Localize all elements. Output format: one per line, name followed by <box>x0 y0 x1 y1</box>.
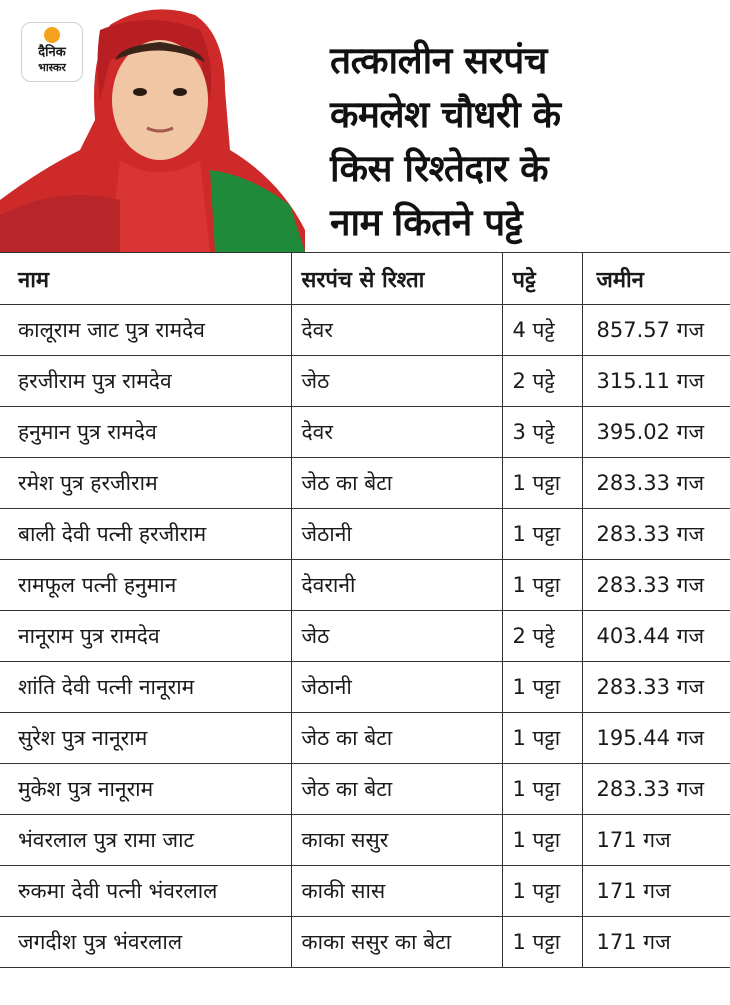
cell-relation: जेठानी <box>291 509 502 560</box>
cell-relation: काकी सास <box>291 866 502 917</box>
cell-name: शांति देवी पत्नी नानूराम <box>0 662 291 713</box>
cell-relation: जेठ का बेटा <box>291 713 502 764</box>
table-row <box>0 305 730 356</box>
cell-land: 171 गज <box>582 917 730 968</box>
cell-land: 171 गज <box>582 815 730 866</box>
table-header-row <box>0 253 730 305</box>
cell-pattas: 1 पट्टा <box>502 917 582 968</box>
headline-line: किस रिश्तेदार के <box>330 147 549 190</box>
cell-relation: काका ससुर का बेटा <box>291 917 502 968</box>
cell-pattas: 1 पट्टा <box>502 662 582 713</box>
cell-pattas: 1 पट्टा <box>502 509 582 560</box>
cell-pattas: 1 पट्टा <box>502 866 582 917</box>
header-relation: सरपंच से रिश्ता <box>291 253 502 305</box>
header <box>0 0 730 252</box>
cell-land: 403.44 गज <box>582 611 730 662</box>
cell-name: भंवरलाल पुत्र रामा जाट <box>0 815 291 866</box>
sun-icon <box>44 27 60 43</box>
cell-relation: जेठ <box>291 356 502 407</box>
cell-pattas: 1 पट्टा <box>502 815 582 866</box>
cell-pattas: 2 पट्टे <box>502 611 582 662</box>
table-row <box>0 560 730 611</box>
cell-pattas: 4 पट्टे <box>502 305 582 356</box>
cell-relation: देवर <box>291 305 502 356</box>
brand-logo <box>21 22 83 82</box>
header-name: नाम <box>0 253 291 305</box>
cell-pattas: 3 पट्टे <box>502 407 582 458</box>
cell-land: 283.33 गज <box>582 662 730 713</box>
cell-relation: जेठ का बेटा <box>291 458 502 509</box>
headline-line: तत्कालीन सरपंच <box>330 39 547 82</box>
header-land: जमीन <box>582 253 730 305</box>
cell-land: 395.02 गज <box>582 407 730 458</box>
headline <box>330 34 725 250</box>
brand-line1: दैनिक <box>38 45 66 60</box>
cell-land: 171 गज <box>582 866 730 917</box>
cell-name: कालूराम जाट पुत्र रामदेव <box>0 305 291 356</box>
cell-relation: जेठानी <box>291 662 502 713</box>
table-row <box>0 509 730 560</box>
cell-relation: जेठ <box>291 611 502 662</box>
cell-pattas: 1 पट्टा <box>502 713 582 764</box>
table-row <box>0 407 730 458</box>
relatives-table <box>0 252 730 968</box>
cell-land: 857.57 गज <box>582 305 730 356</box>
cell-pattas: 1 पट्टा <box>502 764 582 815</box>
cell-land: 195.44 गज <box>582 713 730 764</box>
table-row <box>0 866 730 917</box>
cell-name: रमेश पुत्र हरजीराम <box>0 458 291 509</box>
cell-relation: जेठ का बेटा <box>291 764 502 815</box>
table-row <box>0 611 730 662</box>
table-row <box>0 713 730 764</box>
cell-name: हनुमान पुत्र रामदेव <box>0 407 291 458</box>
cell-land: 315.11 गज <box>582 356 730 407</box>
cell-pattas: 1 पट्टा <box>502 458 582 509</box>
cell-land: 283.33 गज <box>582 509 730 560</box>
cell-pattas: 1 पट्टा <box>502 560 582 611</box>
cell-relation: काका ससुर <box>291 815 502 866</box>
cell-name: जगदीश पुत्र भंवरलाल <box>0 917 291 968</box>
cell-name: मुकेश पुत्र नानूराम <box>0 764 291 815</box>
cell-name: रामफूल पत्नी हनुमान <box>0 560 291 611</box>
cell-name: बाली देवी पत्नी हरजीराम <box>0 509 291 560</box>
cell-land: 283.33 गज <box>582 764 730 815</box>
table-row <box>0 815 730 866</box>
cell-land: 283.33 गज <box>582 458 730 509</box>
table-row <box>0 764 730 815</box>
cell-name: रुकमा देवी पत्नी भंवरलाल <box>0 866 291 917</box>
cell-name: हरजीराम पुत्र रामदेव <box>0 356 291 407</box>
cell-name: नानूराम पुत्र रामदेव <box>0 611 291 662</box>
table-row <box>0 458 730 509</box>
table-row <box>0 917 730 968</box>
table-row <box>0 356 730 407</box>
headline-line: नाम कितने पट्टे <box>330 201 523 244</box>
cell-land: 283.33 गज <box>582 560 730 611</box>
table-row <box>0 662 730 713</box>
headline-line: कमलेश चौधरी के <box>330 93 561 136</box>
cell-relation: देवरानी <box>291 560 502 611</box>
cell-relation: देवर <box>291 407 502 458</box>
header-pattas: पट्टे <box>502 253 582 305</box>
brand-line2: भास्कर <box>38 61 66 74</box>
cell-pattas: 2 पट्टे <box>502 356 582 407</box>
cell-name: सुरेश पुत्र नानूराम <box>0 713 291 764</box>
